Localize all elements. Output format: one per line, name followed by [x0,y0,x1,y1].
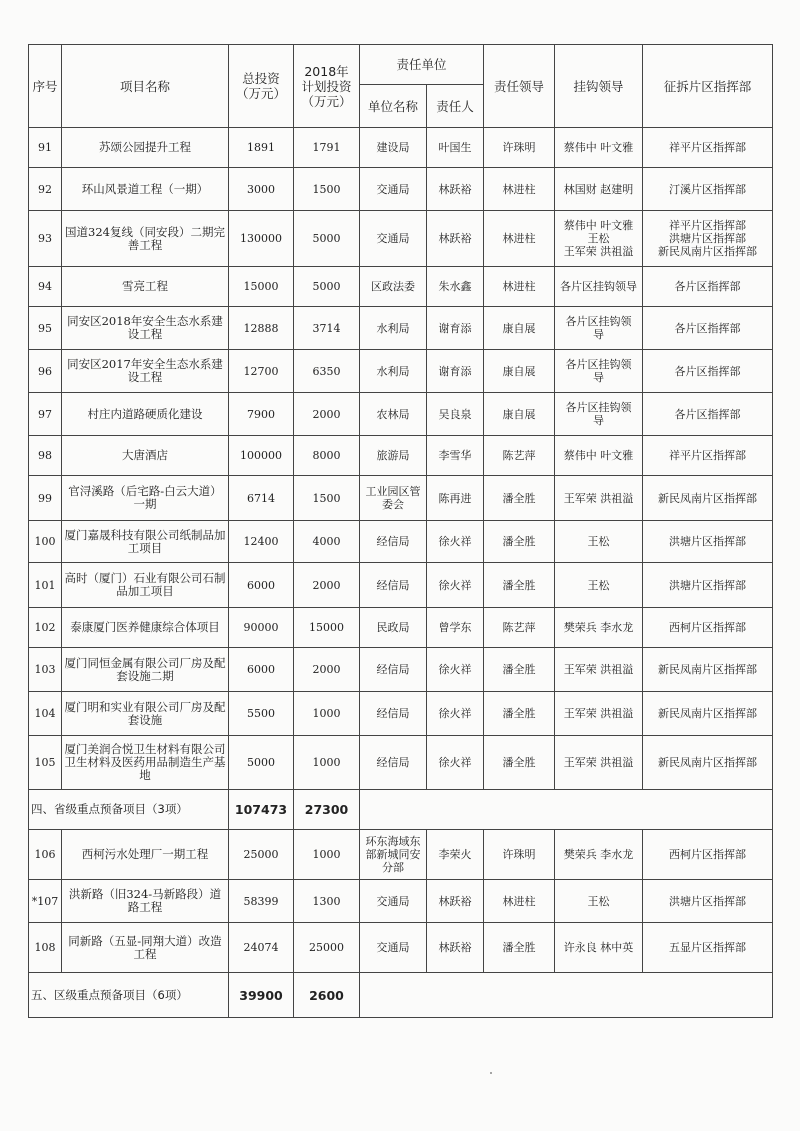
row-responsible-person: 曾学东 [427,608,484,648]
row-command-office-line: 汀溪片区指挥部 [669,182,747,196]
row-total-investment: 58399 [229,880,294,923]
row-liaison-leader-line: 导 [593,414,605,427]
row-plan-investment: 2000 [294,648,360,692]
row-command-office [643,830,773,880]
row-responsible-person: 徐火祥 [427,692,484,736]
row-command-office [643,211,773,267]
row-plan-investment: 5000 [294,211,360,267]
row-plan-investment: 1000 [294,736,360,790]
row-project-name: 同新路（五显-同翔大道）改造工程 [62,923,229,973]
header-unit-group: 责任单位 [360,45,484,85]
row-command-office-line: 五显片区指挥部 [669,941,747,954]
row-liaison-leader [555,830,643,880]
row-responsible-person: 徐火祥 [427,648,484,692]
row-seq: 97 [29,393,62,436]
row-responsible-person: 陈再进 [427,476,484,521]
header-leader: 责任领导 [484,45,555,128]
row-command-office [643,923,773,973]
row-command-office [643,692,773,736]
section-4-plan: 27300 [294,790,360,830]
row-responsible-person: 徐火祥 [427,736,484,790]
section-5-empty [360,973,773,1018]
row-command-office [643,267,773,307]
row-liaison-leader-line: 樊荣兵 李水龙 [563,848,634,861]
row-responsible-person: 谢育添 [427,350,484,393]
row-responsible-leader: 康自展 [484,350,555,393]
section-5-plan: 2600 [294,973,360,1018]
row-plan-investment: 1000 [294,830,360,880]
header-command: 征拆片区指挥部 [643,45,773,128]
row-command-office [643,608,773,648]
table-row [29,563,773,608]
header-name: 项目名称 [62,45,229,128]
row-command-office-line: 各片区指挥部 [674,407,741,421]
section-5-title: 五、区级重点预备项目（6项） [29,973,229,1018]
scan-speck [490,1072,492,1074]
row-liaison-leader-line: 各片区挂钩领 [565,315,632,328]
row-seq: 99 [29,476,62,521]
row-total-investment: 24074 [229,923,294,973]
row-unit-name: 交通局 [360,211,427,267]
row-command-office [643,648,773,692]
row-command-office-line: 祥平片区指挥部 [669,219,747,232]
row-command-office [643,521,773,563]
row-project-name: 洪新路（旧324-马新路段）道路工程 [62,880,229,923]
row-liaison-leader [555,521,643,563]
row-command-office-line: 祥平片区指挥部 [669,449,747,462]
row-liaison-leader-line: 林国财 赵建明 [563,182,634,196]
row-liaison-leader-line: 导 [593,328,605,341]
row-project-name: 苏颂公园提升工程 [62,128,229,168]
row-liaison-leader [555,307,643,350]
row-responsible-leader: 林进柱 [484,211,555,267]
row-liaison-leader [555,923,643,973]
row-responsible-person: 林跃裕 [427,880,484,923]
row-total-investment: 6000 [229,563,294,608]
row-project-name: 同安区2017年安全生态水系建设工程 [62,350,229,393]
row-liaison-leader [555,476,643,521]
row-unit-name: 经信局 [360,563,427,608]
row-liaison-leader [555,736,643,790]
header-person: 责任人 [427,85,484,128]
row-responsible-leader: 陈艺萍 [484,608,555,648]
row-responsible-leader: 许珠明 [484,830,555,880]
row-unit-name: 旅游局 [360,436,427,476]
row-unit-name: 工业园区管委会 [360,476,427,521]
header-liaison: 挂钩领导 [555,45,643,128]
row-liaison-leader-line: 王军荣 洪祖溢 [563,756,634,769]
row-liaison-leader [555,168,643,211]
row-command-office-line: 各片区指挥部 [674,280,741,293]
row-unit-name: 建设局 [360,128,427,168]
table-row [29,307,773,350]
row-command-office [643,436,773,476]
row-liaison-leader-line: 各片区挂钩领导 [560,280,638,293]
row-project-name: 泰康厦门医养健康综合体项目 [62,608,229,648]
row-liaison-leader-line: 王松 [587,894,610,908]
row-command-office-line: 祥平片区指挥部 [669,141,747,154]
row-liaison-leader-line: 王军荣 洪祖溢 [563,245,634,258]
row-liaison-leader [555,128,643,168]
row-responsible-person: 林跃裕 [427,168,484,211]
row-responsible-leader: 潘全胜 [484,563,555,608]
row-project-name: 大唐酒店 [62,436,229,476]
row-liaison-leader-line: 蔡伟中 叶文雅 [563,449,634,462]
row-seq: 101 [29,563,62,608]
row-responsible-person: 徐火祥 [427,521,484,563]
row-seq: 96 [29,350,62,393]
row-seq: 108 [29,923,62,973]
row-command-office [643,393,773,436]
row-plan-investment: 1791 [294,128,360,168]
table-row [29,923,773,973]
row-plan-investment: 1300 [294,880,360,923]
row-unit-name: 经信局 [360,521,427,563]
row-command-office-line: 新民凤南片区指挥部 [658,707,758,720]
row-liaison-leader-line: 王松 [587,578,610,592]
row-responsible-leader: 康自展 [484,307,555,350]
row-plan-investment: 3714 [294,307,360,350]
row-command-office [643,880,773,923]
row-unit-name: 民政局 [360,608,427,648]
row-liaison-leader [555,563,643,608]
row-liaison-leader-line: 蔡伟中 叶文雅 [563,219,634,232]
row-liaison-leader-line: 各片区挂钩领 [565,401,632,414]
row-liaison-leader-line: 王军荣 洪祖溢 [563,491,634,505]
row-command-office-line: 新民凤南片区指挥部 [658,663,758,676]
row-command-office [643,168,773,211]
row-total-investment: 25000 [229,830,294,880]
row-unit-name: 交通局 [360,923,427,973]
table-row [29,436,773,476]
table-row [29,393,773,436]
row-unit-name: 水利局 [360,350,427,393]
row-total-investment: 1891 [229,128,294,168]
row-seq: 100 [29,521,62,563]
section-5 [29,973,773,1018]
row-seq: 91 [29,128,62,168]
table-row [29,476,773,521]
row-total-investment: 6714 [229,476,294,521]
row-project-name: 厦门嘉晟科技有限公司纸制品加工项目 [62,521,229,563]
row-plan-investment: 5000 [294,267,360,307]
row-command-office-line: 洪塘片区指挥部 [669,894,747,908]
row-responsible-leader: 潘全胜 [484,476,555,521]
row-seq: 98 [29,436,62,476]
table-body-section4 [29,830,773,973]
row-seq: 95 [29,307,62,350]
row-command-office-line: 西柯片区指挥部 [669,621,747,634]
row-command-office-line: 洪塘片区指挥部 [669,578,747,592]
row-responsible-person: 林跃裕 [427,923,484,973]
table-header [29,45,773,128]
row-unit-name: 经信局 [360,692,427,736]
section-4-total: 107473 [229,790,294,830]
row-seq: 93 [29,211,62,267]
header-unit-name: 单位名称 [360,85,427,128]
row-unit-name: 区政法委 [360,267,427,307]
row-project-name: 高时（厦门）石业有限公司石制品加工项目 [62,563,229,608]
row-responsible-person: 吴良泉 [427,393,484,436]
row-project-name: 同安区2018年安全生态水系建设工程 [62,307,229,350]
row-project-name: 西柯污水处理厂一期工程 [62,830,229,880]
header-plan: 2018年 计划投资 （万元） [294,45,360,128]
row-responsible-person: 谢育添 [427,307,484,350]
row-total-investment: 6000 [229,648,294,692]
row-command-office [643,476,773,521]
row-project-name: 厦门同恒金属有限公司厂房及配套设施二期 [62,648,229,692]
row-responsible-leader: 潘全胜 [484,692,555,736]
row-plan-investment: 15000 [294,608,360,648]
row-responsible-leader: 潘全胜 [484,736,555,790]
row-seq: 92 [29,168,62,211]
row-plan-investment: 6350 [294,350,360,393]
row-total-investment: 12400 [229,521,294,563]
row-command-office [643,307,773,350]
row-seq: 104 [29,692,62,736]
row-plan-investment: 2000 [294,563,360,608]
table-row [29,648,773,692]
row-command-office-line: 新民凤南片区指挥部 [658,756,758,769]
row-responsible-leader: 潘全胜 [484,648,555,692]
row-command-office [643,563,773,608]
row-project-name: 国道324复线（同安段）二期完善工程 [62,211,229,267]
row-project-name: 厦门明和实业有限公司厂房及配套设施 [62,692,229,736]
row-liaison-leader-line: 王军荣 洪祖溢 [563,707,634,720]
row-responsible-person: 李雪华 [427,436,484,476]
table-row [29,521,773,563]
row-command-office-line: 洪塘片区指挥部 [669,232,747,245]
row-unit-name: 交通局 [360,168,427,211]
row-responsible-person: 朱水鑫 [427,267,484,307]
row-command-office-line: 新民凤南片区指挥部 [658,491,758,505]
row-seq: 103 [29,648,62,692]
row-plan-investment: 1500 [294,168,360,211]
table-row [29,736,773,790]
row-command-office [643,128,773,168]
row-responsible-person: 徐火祥 [427,563,484,608]
row-unit-name: 经信局 [360,648,427,692]
table-row [29,830,773,880]
row-liaison-leader [555,880,643,923]
row-command-office [643,736,773,790]
row-liaison-leader-line: 各片区挂钩领 [565,358,632,371]
row-project-name: 雪亮工程 [62,267,229,307]
row-liaison-leader [555,648,643,692]
row-responsible-leader: 林进柱 [484,880,555,923]
row-responsible-person: 林跃裕 [427,211,484,267]
row-liaison-leader-line: 王军荣 洪祖溢 [563,663,634,676]
row-total-investment: 12888 [229,307,294,350]
row-command-office-line: 新民凤南片区指挥部 [658,245,758,258]
row-plan-investment: 2000 [294,393,360,436]
row-liaison-leader-line: 王松 [587,535,610,548]
row-unit-name: 经信局 [360,736,427,790]
row-project-name: 厦门美润合悦卫生材料有限公司卫生材料及医药用品制造生产基地 [62,736,229,790]
row-project-name: 官浔溪路（后宅路-白云大道）一期 [62,476,229,521]
row-liaison-leader-line: 导 [593,371,605,384]
row-plan-investment: 1500 [294,476,360,521]
row-responsible-leader: 潘全胜 [484,923,555,973]
row-unit-name: 交通局 [360,880,427,923]
row-responsible-person: 李荣火 [427,830,484,880]
row-liaison-leader [555,608,643,648]
row-plan-investment: 8000 [294,436,360,476]
row-total-investment: 15000 [229,267,294,307]
row-liaison-leader [555,211,643,267]
row-command-office-line: 各片区指挥部 [674,364,741,378]
row-unit-name: 水利局 [360,307,427,350]
row-command-office [643,350,773,393]
row-responsible-leader: 林进柱 [484,168,555,211]
table-row [29,128,773,168]
table-row [29,168,773,211]
row-unit-name: 农林局 [360,393,427,436]
row-command-office-line: 洪塘片区指挥部 [669,535,747,548]
row-total-investment: 5000 [229,736,294,790]
table-row [29,267,773,307]
section-4-empty [360,790,773,830]
header-seq: 序号 [29,45,62,128]
row-project-name: 村庄内道路硬质化建设 [62,393,229,436]
row-plan-investment: 1000 [294,692,360,736]
row-responsible-leader: 潘全胜 [484,521,555,563]
row-responsible-leader: 林进柱 [484,267,555,307]
table-row [29,608,773,648]
row-liaison-leader-line: 樊荣兵 李水龙 [563,621,634,634]
row-seq: *107 [29,880,62,923]
row-total-investment: 7900 [229,393,294,436]
row-responsible-leader: 陈艺萍 [484,436,555,476]
row-liaison-leader-line: 许永良 林中英 [563,941,634,954]
project-table [28,44,773,1018]
row-command-office-line: 各片区指挥部 [674,321,741,335]
row-liaison-leader [555,350,643,393]
row-total-investment: 5500 [229,692,294,736]
section-4 [29,790,773,830]
row-responsible-leader: 康自展 [484,393,555,436]
table-row [29,880,773,923]
row-total-investment: 12700 [229,350,294,393]
row-total-investment: 90000 [229,608,294,648]
section-4-title: 四、省级重点预备项目（3项） [29,790,229,830]
table-row [29,350,773,393]
row-liaison-leader [555,692,643,736]
row-unit-name: 环东海域东部新城同安分部 [360,830,427,880]
row-plan-investment: 4000 [294,521,360,563]
row-total-investment: 100000 [229,436,294,476]
row-seq: 106 [29,830,62,880]
section-5-total: 39900 [229,973,294,1018]
row-liaison-leader [555,393,643,436]
table-body-main [29,128,773,790]
row-project-name: 环山风景道工程（一期） [62,168,229,211]
row-seq: 105 [29,736,62,790]
row-responsible-person: 叶国生 [427,128,484,168]
header-total: 总投资 （万元） [229,45,294,128]
row-plan-investment: 25000 [294,923,360,973]
row-seq: 102 [29,608,62,648]
table-row [29,692,773,736]
row-total-investment: 130000 [229,211,294,267]
row-liaison-leader-line: 蔡伟中 叶文雅 [563,141,634,154]
row-liaison-leader [555,267,643,307]
table-row [29,211,773,267]
row-liaison-leader-line: 王松 [587,232,610,245]
row-command-office-line: 西柯片区指挥部 [669,848,747,861]
row-total-investment: 3000 [229,168,294,211]
row-liaison-leader [555,436,643,476]
row-responsible-leader: 许珠明 [484,128,555,168]
row-seq: 94 [29,267,62,307]
